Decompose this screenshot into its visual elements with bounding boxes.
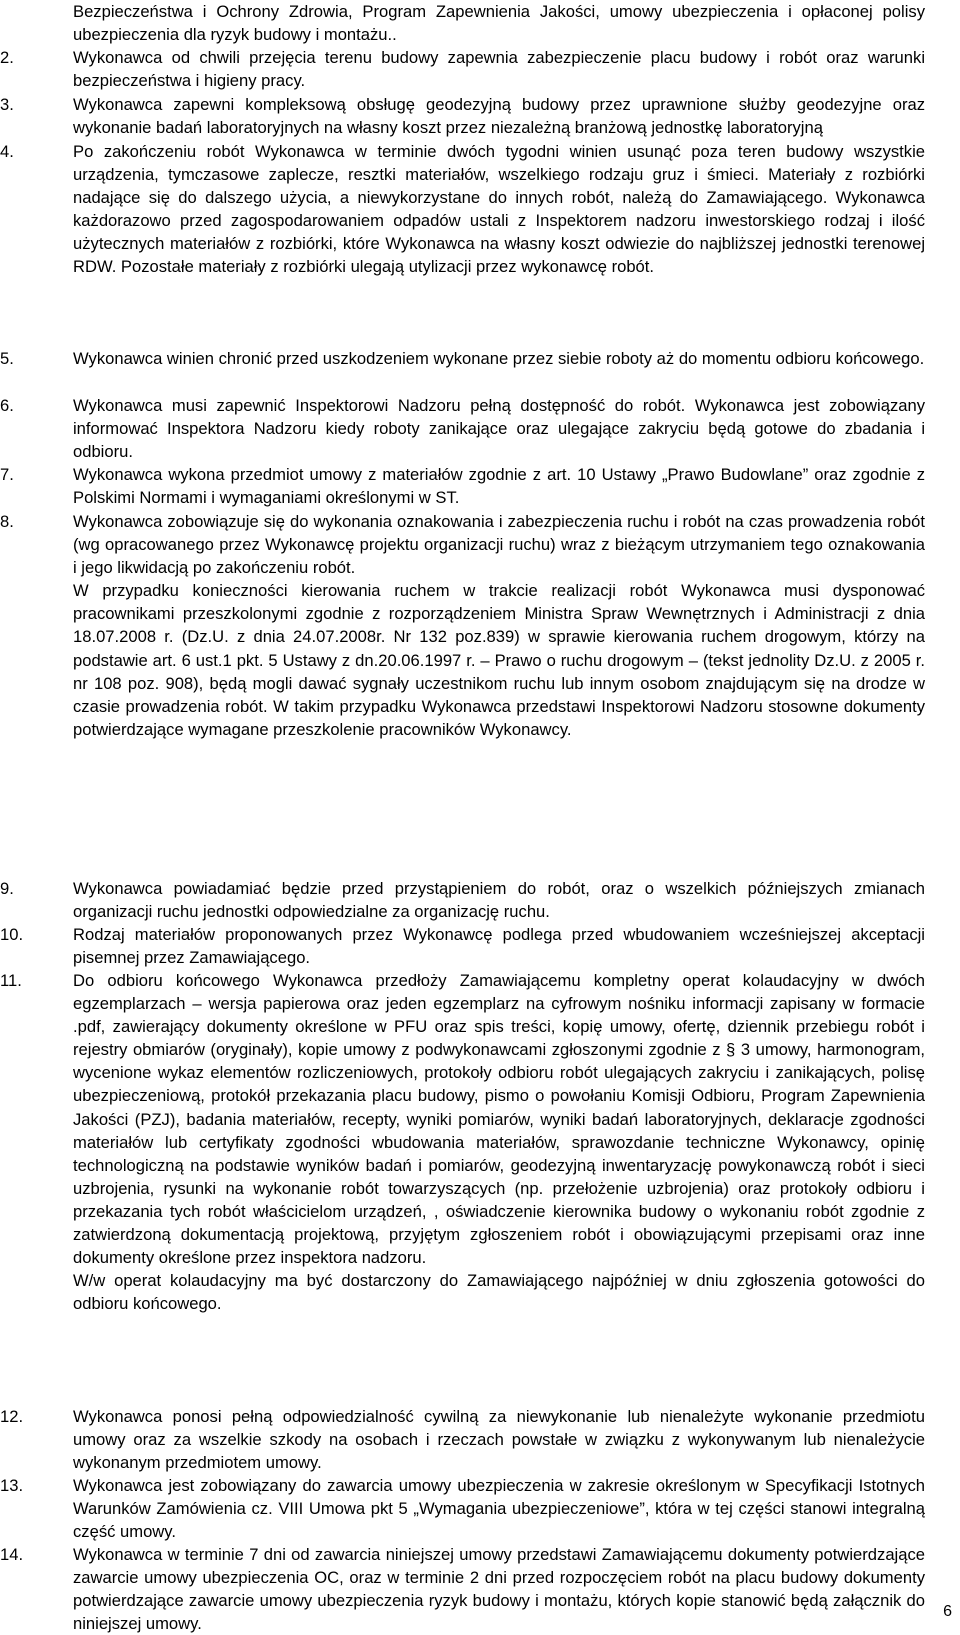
item-number: 9. xyxy=(0,879,14,898)
item-number: 12. xyxy=(0,1407,24,1426)
item-number: 11. xyxy=(0,971,22,990)
list-item-13 xyxy=(0,1474,925,1543)
list-item-9 xyxy=(0,877,925,923)
item-number: 7. xyxy=(0,465,14,484)
item-number: 6. xyxy=(0,396,14,415)
list-item-6 xyxy=(0,394,925,463)
paragraph: Do odbioru końcowego Wykonawca przedłoży Zamawiającemu kompletny operat kolaudacyjny w dwóch egzemplarzach – wersja papierowa oraz jeden egzemplarz na cyfrowym nośniku informacji zapisany w formacie .pdf, zawierający dokumenty określone w PFU oraz spis treści, kopię umowy, ofertę, dziennik przebiegu robót i rejestry obmiarów (oryginały), kopie umowy z podwykonawcami zgłoszonymi zgodnie z § 3 umowy, harmonogram, wycenione wykaz elementów rozliczeniowych, protokoły odbioru robót ulegających zakryciu i zanikających, polisę ubezpieczeniową, protokół przekazania placu budowy, pismo o powołaniu Komisji Odbioru, Program Zapewnienia Jakości (PZJ), badania materiałów, recepty, wyniki pomiarów, wyniki badań laboratoryjnych, deklaracje zgodności materiałów lub certyfikaty zgodności wbudowania materiałów, sprawozdanie techniczne Wykonawcy, opinię technologiczną na podstawie wyników badań i pomiarów, geodezyjną inwentaryzację powykonawczą robót i sieci uzbrojenia, rysunki na wykonanie robót towarzyszących (np. przełożenie uzbrojenia) oraz protokoły odbioru i przekazania tych robót właścicielom urządzeń, , oświadczenie kierownika budowy o wykonaniu robót zgodnie z zatwierdzoną dokumentacją projektową, przyjętym zgłoszeniem robót i obowiązującymi przepisami oraz inne dokumenty określone przez inspektora nadzoru. xyxy=(73,971,925,1268)
paragraph: W przypadku konieczności kierowania ruchem w trakcie realizacji robót Wykonawca musi dysponować pracownikami przeszkolonymi zgodnie z rozporządzeniem Ministra Spraw Wewnętrznych i Administracji z dnia 18.07.2008 r. (Dz.U. z dnia 24.07.2008r. Nr 132 poz.839) w sprawie kierowania ruchem drogowym, którzy na podstawie art. 6 ust.1 pkt. 5 Ustawy z dn.20.06.1997 r. – Prawo o ruchu drogowym – (tekst jednolity Dz.U. z 2005 r. nr 108 poz. 908), będą mogli dawać sygnały uczestnikom ruchu lub innym osobom znajdującym się na drodze w czasie prowadzenia robót. W takim przypadku Wykonawca przedstawi Inspektorowi Nadzoru stosowne dokumenty potwierdzające wymagane przeszkolenie pracowników Wykonawcy. xyxy=(73,581,925,739)
paragraph: Wykonawca powiadamiać będzie przed przystąpieniem do robót, oraz o wszelkich późniejszych zmianach organizacji ruchu jednostki odpowiedzialne za organizację ruchu. xyxy=(73,879,925,922)
item-number: 4. xyxy=(0,142,14,161)
item-number: 10. xyxy=(0,925,24,944)
list-item-4 xyxy=(0,140,925,279)
list-item-continuation xyxy=(73,0,925,46)
list-item-14 xyxy=(0,1543,925,1635)
paragraph: Wykonawca wykona przedmiot umowy z materiałów zgodnie z art. 10 Ustawy „Prawo Budowlane” oraz zgodnie z Polskimi Normami i wymaganiami określonymi w ST. xyxy=(73,465,925,508)
item-number: 13. xyxy=(0,1476,24,1495)
list-item-3 xyxy=(0,93,925,139)
paragraph: Wykonawca zapewni kompleksową obsługę geodezyjną budowy przez uprawnione służby geodezyjne oraz wykonanie badań laboratoryjnych na własny koszt przez niezależną branżową jednostkę laboratoryjną xyxy=(73,95,925,138)
list-item-11 xyxy=(0,969,925,1315)
item-number: 2. xyxy=(0,48,14,67)
paragraph: Wykonawca jest zobowiązany do zawarcia umowy ubezpieczenia w zakresie określonym w Specyfikacji Istotnych Warunków Zamówienia cz. VIII Umowa pkt 5 „Wymagania ubezpieczeniowe”, która w tej części stanowi integralną część umowy. xyxy=(73,1476,925,1542)
paragraph: Wykonawca ponosi pełną odpowiedzialność cywilną za niewykonanie lub nienależyte wykonanie przedmiotu umowy oraz za wszelkie szkody na osobach i rzeczach powstałe w związku z wykonywanym lub nienależycie wykonanym przedmiotem umowy. xyxy=(73,1407,925,1473)
list-item-7 xyxy=(0,463,925,509)
paragraph: Wykonawca zobowiązuje się do wykonania oznakowania i zabezpieczenia ruchu i robót na czas prowadzenia robót (wg opracowanego przez Wykonawcę projektu organizacji ruchu) wraz z bieżącym utrzymaniem tego oznakowania i jego likwidacją po zakończeniu robót. xyxy=(73,512,925,578)
list-item-10 xyxy=(0,923,925,969)
item-number: 8. xyxy=(0,512,14,531)
paragraph: W/w operat kolaudacyjny ma być dostarczony do Zamawiającego najpóźniej w dniu zgłoszenia gotowości do odbioru końcowego. xyxy=(73,1271,925,1314)
page-number: 6 xyxy=(943,1603,952,1620)
list-item-2 xyxy=(0,46,925,92)
paragraph: Bezpieczeństwa i Ochrony Zdrowia, Program Zapewnienia Jakości, umowy ubezpieczenia i opłaconej polisy ubezpieczenia dla ryzyk budowy i montażu.. xyxy=(73,2,925,45)
paragraph: Wykonawca od chwili przejęcia terenu budowy zapewnia zabezpieczenie placu budowy i robót oraz warunki bezpieczeństwa i higieny pracy. xyxy=(73,48,925,91)
list-item-8 xyxy=(0,510,925,741)
paragraph: Wykonawca musi zapewnić Inspektorowi Nadzoru pełną dostępność do robót. Wykonawca jest zobowiązany informować Inspektora Nadzoru kiedy roboty zanikające oraz ulegające zakryciu będą gotowe do zbadania i odbioru. xyxy=(73,396,925,462)
item-number: 14. xyxy=(0,1545,24,1564)
item-number: 5. xyxy=(0,349,14,368)
paragraph: Wykonawca w terminie 7 dni od zawarcia niniejszej umowy przedstawi Zamawiającemu dokumenty potwierdzające zawarcie umowy ubezpieczenia OC, oraz w terminie 2 dni przed rozpoczęciem robót na placu budowy dokumenty potwierdzające zawarcie umowy ubezpieczenia ryzyk budowy i montażu, których kopie stanowić będą załącznik do niniejszej umowy. xyxy=(73,1545,925,1634)
list-item-12 xyxy=(0,1405,925,1474)
paragraph: Rodzaj materiałów proponowanych przez Wykonawcę podlega przed wbudowaniem wcześniejszej akceptacji pisemnej przez Zamawiającego. xyxy=(73,925,925,968)
paragraph: Wykonawca winien chronić przed uszkodzeniem wykonane przez siebie roboty aż do momentu odbioru końcowego. xyxy=(73,349,925,368)
item-number: 3. xyxy=(0,95,14,114)
list-item-5 xyxy=(0,347,925,370)
paragraph: Po zakończeniu robót Wykonawca w terminie dwóch tygodni winien usunąć poza teren budowy wszystkie urządzenia, tymczasowe zaplecze, resztki materiałów, wszelkiego rodzaju gruz i śmieci. Materiały z rozbiórki nadające się do dalszego użycia, a niewykorzystane do innych robót, należą do Zamawiającego. Wykonawca każdorazowo przed zagospodarowaniem odpadów ustali z Inspektorem nadzoru inwestorskiego rodzaj i ilość użytecznych materiałów z rozbiórki, które Wykonawca na własny koszt odwiezie do najbliższej jednostki terenowej RDW. Pozostałe materiały z rozbiórki ulegają utylizacji przez wykonawcę robót. xyxy=(73,142,925,277)
